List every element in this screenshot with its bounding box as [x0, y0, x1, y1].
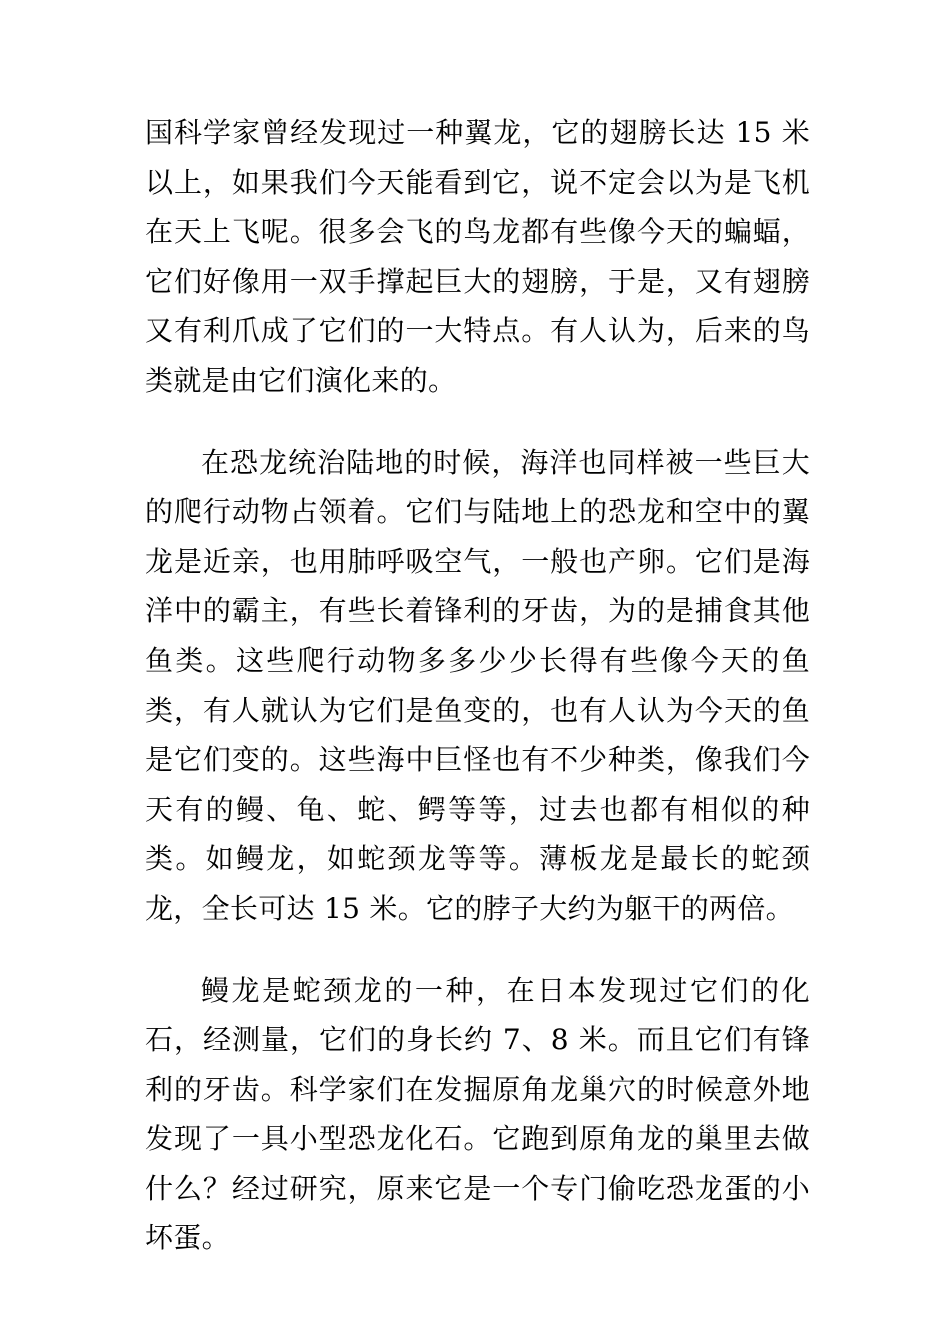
paragraph-marine-reptiles: 在恐龙统治陆地的时候，海洋也同样被一些巨大的爬行动物占领着。它们与陆地上的恐龙和空中的翼龙是近亲，也用肺呼吸空气，一般也产卵。它们是海洋中的霸主，有些长着锋利的牙齿，为的是捕食其他鱼类。这些爬行动物多多少少长得有些像今天的鱼类，有人就认为它们是鱼变的，也有人认为今天的鱼是它们变的。这些海中巨怪也有不少种类，像我们今天有的鳗、龟、蛇、鳄等等，过去也都有相似的种类。如鳗龙，如蛇颈龙等等。薄板龙是最长的蛇颈龙，全长可达 15 米。它的脖子大约为躯干的两倍。: [145, 445, 810, 925]
document-page: [145, 108, 810, 1295]
paragraph-pterosaur: 国科学家曾经发现过一种翼龙，它的翅膀长达 15 米以上，如果我们今天能看到它，说不定会以为是飞机在天上飞呢。很多会飞的鸟龙都有些像今天的蝙蝠，它们好像用一双手撑起巨大的翅膀，于是，又有翅膀又有利爪成了它们的一大特点。有人认为，后来的鸟类就是由它们演化来的。: [145, 116, 810, 397]
paragraph-eel-dragon: 鳗龙是蛇颈龙的一种，在日本发现过它们的化石，经测量，它们的身长约 7、8 米。而且它们有锋利的牙齿。科学家们在发掘原角龙巢穴的时候意外地发现了一具小型恐龙化石。它跑到原角龙的巢里去做什么？经过研究，原来它是一个专门偷吃恐龙蛋的小坏蛋。: [145, 973, 810, 1255]
